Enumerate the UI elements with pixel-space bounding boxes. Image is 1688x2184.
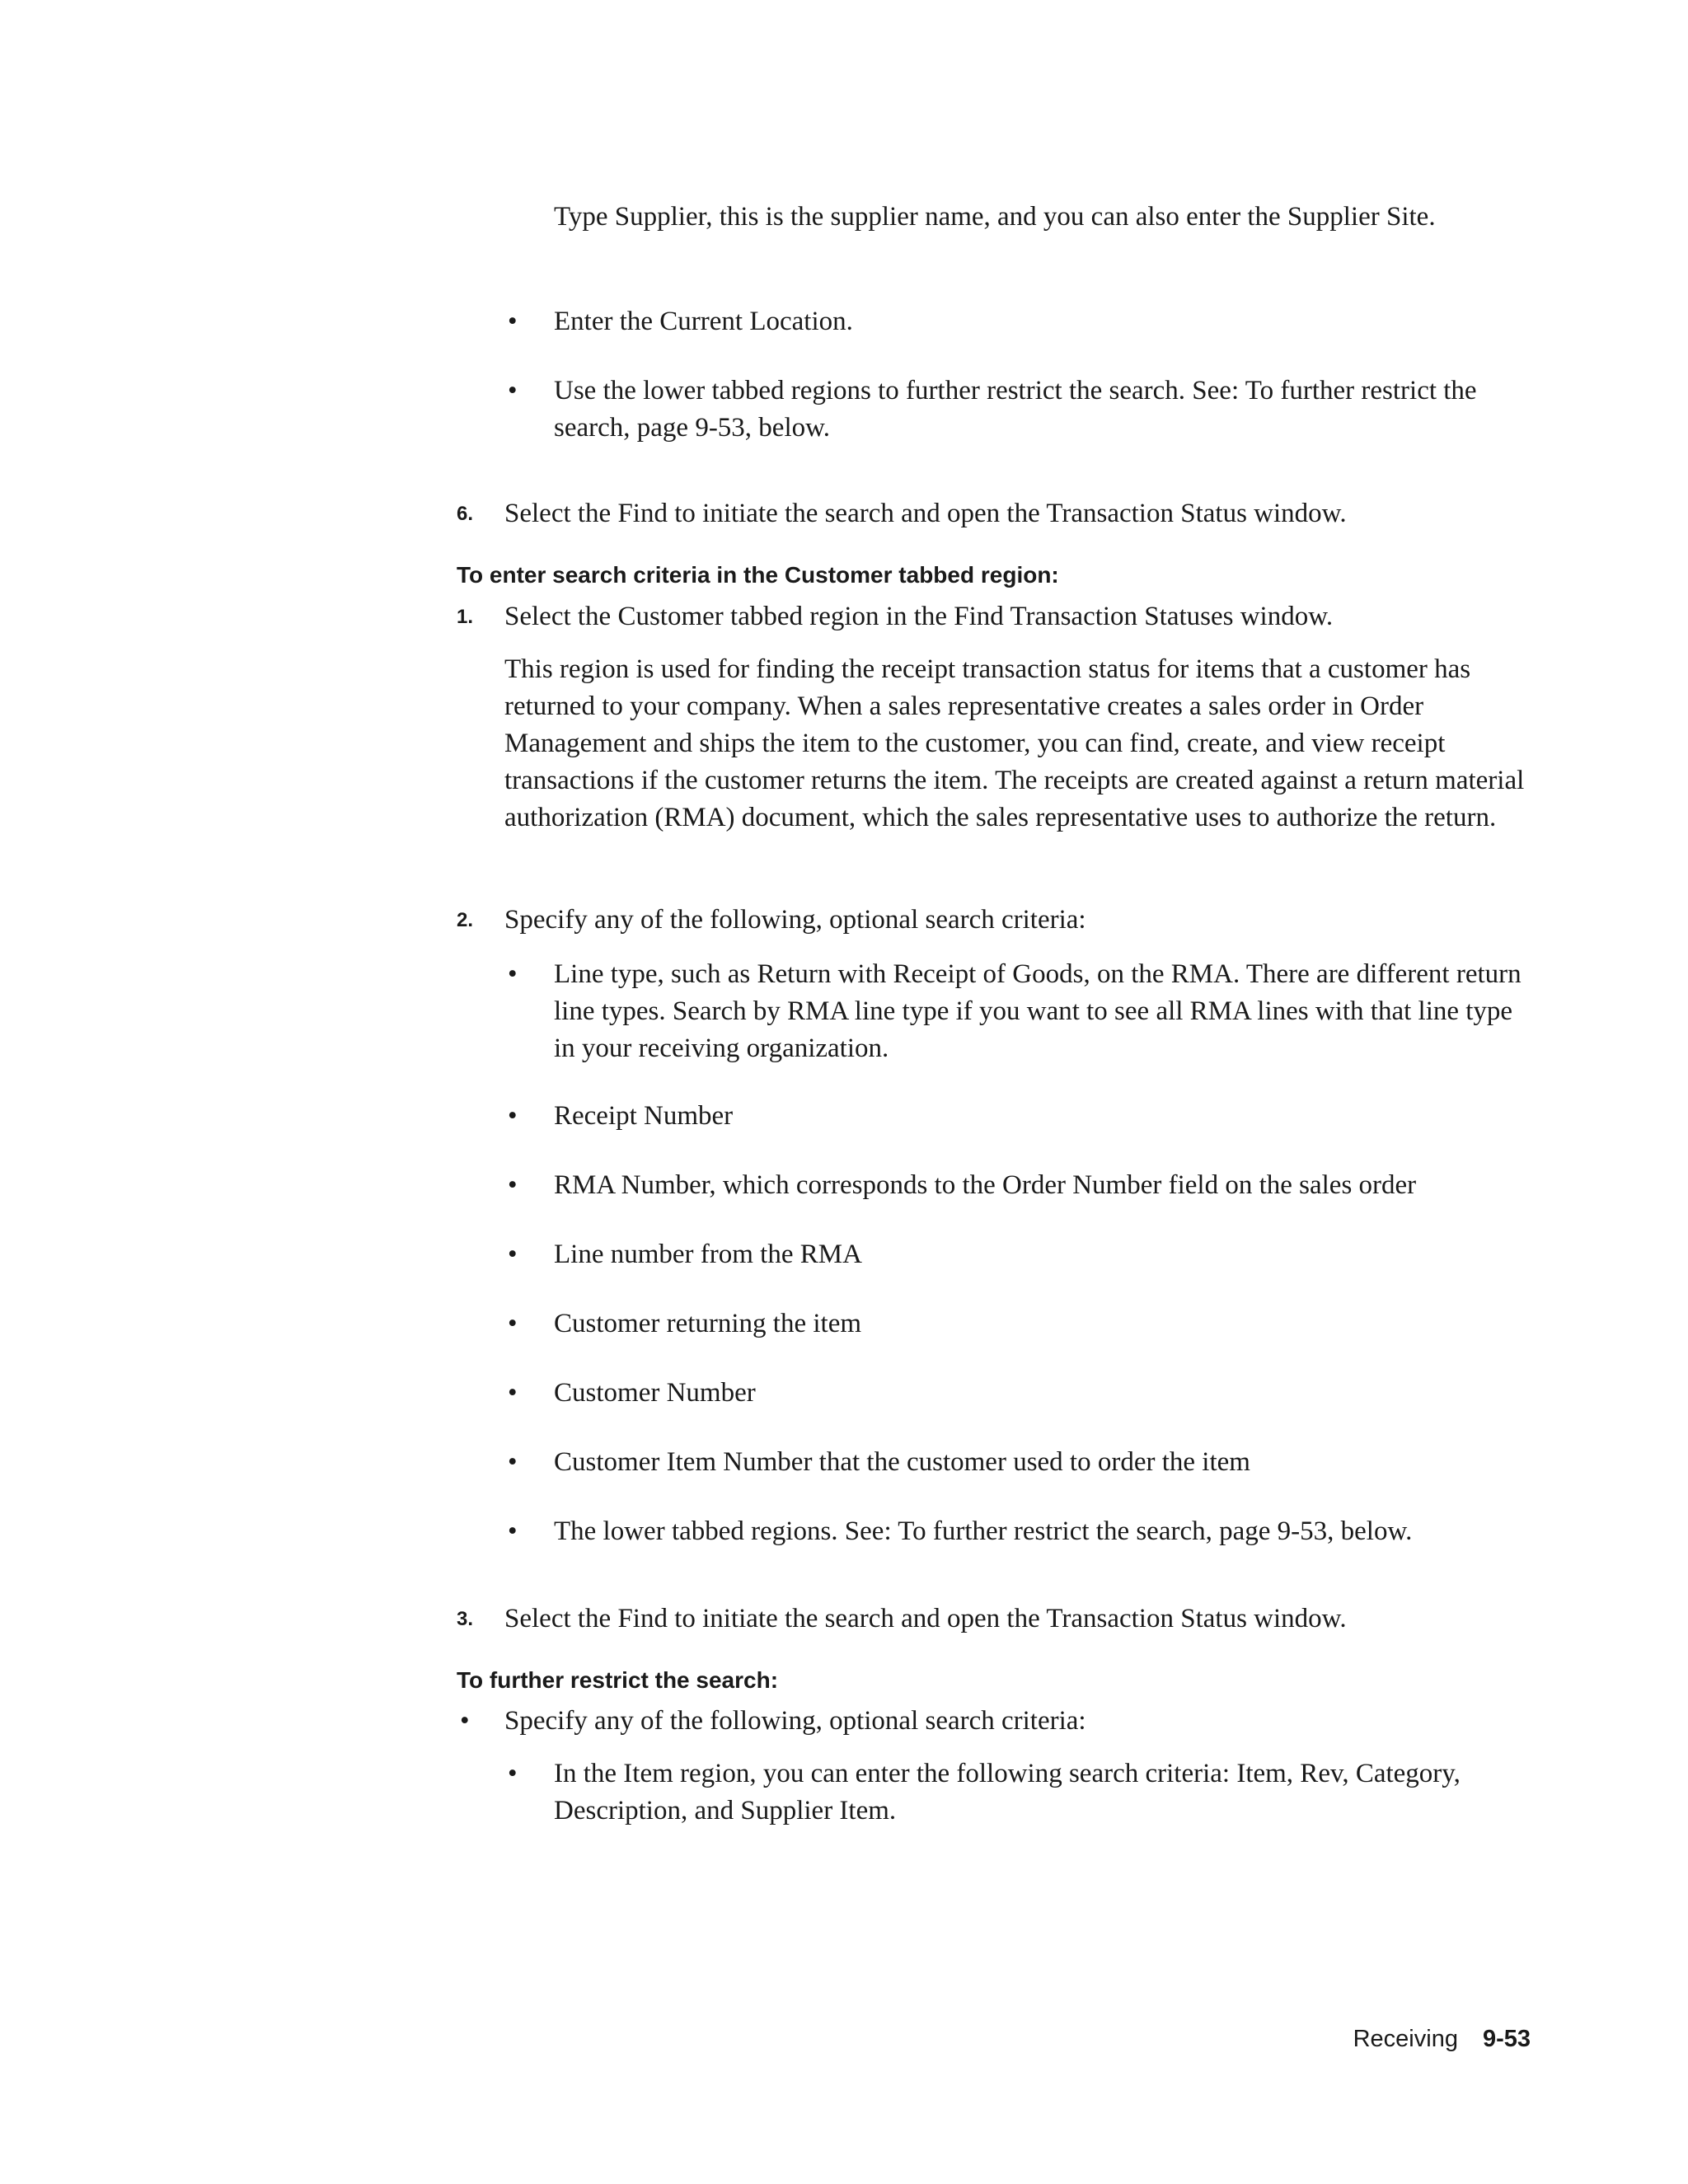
criteria-rma-number: RMA Number, which corresponds to the Order Number field on the sales order bbox=[554, 1170, 1417, 1200]
bullet-glyph: • bbox=[460, 1706, 470, 1736]
step-3-text: Select the Find to initiate the search and open the Transaction Status window. bbox=[504, 1604, 1347, 1633]
step-2-text: Specify any of the following, optional search criteria: bbox=[504, 905, 1086, 935]
bullet-glyph: • bbox=[508, 959, 518, 989]
criteria-lower-tabbed-regions: The lower tabbed regions. See: To further restrict the search, page 9-53, below. bbox=[554, 1516, 1413, 1546]
bullet-glyph: • bbox=[508, 307, 518, 336]
heading-customer-tabbed-region: To enter search criteria in the Customer tabbed region: bbox=[457, 562, 1059, 588]
step-number: 1. bbox=[457, 606, 474, 628]
bullet-glyph: • bbox=[508, 1759, 518, 1788]
bullet-current-location: Enter the Current Location. bbox=[554, 307, 853, 336]
criteria-customer-item-number: Customer Item Number that the customer used to order the item bbox=[554, 1447, 1250, 1477]
bullet-glyph: • bbox=[508, 1447, 518, 1477]
continuation-paragraph: Type Supplier, this is the supplier name, and you can also enter the Supplier Site. bbox=[554, 202, 1436, 232]
criteria-line-number: Line number from the RMA bbox=[554, 1240, 862, 1269]
step-1-description: This region is used for finding the receipt transaction status for items that a customer has returned to your company. When a sales representative creates a sales order in Order Management and ships the item to the customer, you can find, create, and view receipt transactions if the customer returns the item. The receipts are created against a return material authorization (RMA) document, which the sales representative uses to authorize the return. bbox=[504, 654, 1525, 832]
bullet-glyph: • bbox=[508, 1170, 518, 1200]
restrict-criteria-intro: Specify any of the following, optional search criteria: bbox=[504, 1706, 1086, 1736]
bullet-glyph: • bbox=[508, 1101, 518, 1131]
criteria-receipt-number: Receipt Number bbox=[554, 1101, 734, 1131]
footer-page-number: 9-53 bbox=[1482, 2026, 1531, 2052]
step-number: 2. bbox=[457, 909, 474, 931]
step-number: 6. bbox=[457, 503, 474, 525]
bullet-lower-tabbed-regions: Use the lower tabbed regions to further restrict the search. See: To further restrict the search, page 9-53, below. bbox=[554, 376, 1477, 443]
criteria-line-type: Line type, such as Return with Receipt of Goods, on the RMA. There are different return line types. Search by RMA line type if you want to see all RMA lines with that line type in your receiving organization. bbox=[554, 959, 1522, 1063]
bullet-glyph: • bbox=[508, 376, 518, 405]
criteria-customer: Customer returning the item bbox=[554, 1309, 862, 1338]
page-footer bbox=[1353, 2024, 1531, 2054]
bullet-glyph: • bbox=[508, 1378, 518, 1408]
step-number: 3. bbox=[457, 1608, 474, 1630]
restrict-item-region: In the Item region, you can enter the following search criteria: Item, Rev, Category, Description, and Supplier Item. bbox=[554, 1759, 1461, 1825]
step-1-text: Select the Customer tabbed region in the Find Transaction Statuses window. bbox=[504, 602, 1334, 631]
heading-further-restrict: To further restrict the search: bbox=[457, 1667, 779, 1693]
criteria-customer-number: Customer Number bbox=[554, 1378, 756, 1408]
bullet-glyph: • bbox=[508, 1516, 518, 1546]
step-6-text: Select the Find to initiate the search and open the Transaction Status window. bbox=[504, 499, 1347, 528]
bullet-glyph: • bbox=[508, 1309, 518, 1338]
bullet-glyph: • bbox=[508, 1240, 518, 1269]
footer-section: Receiving bbox=[1353, 2026, 1458, 2052]
